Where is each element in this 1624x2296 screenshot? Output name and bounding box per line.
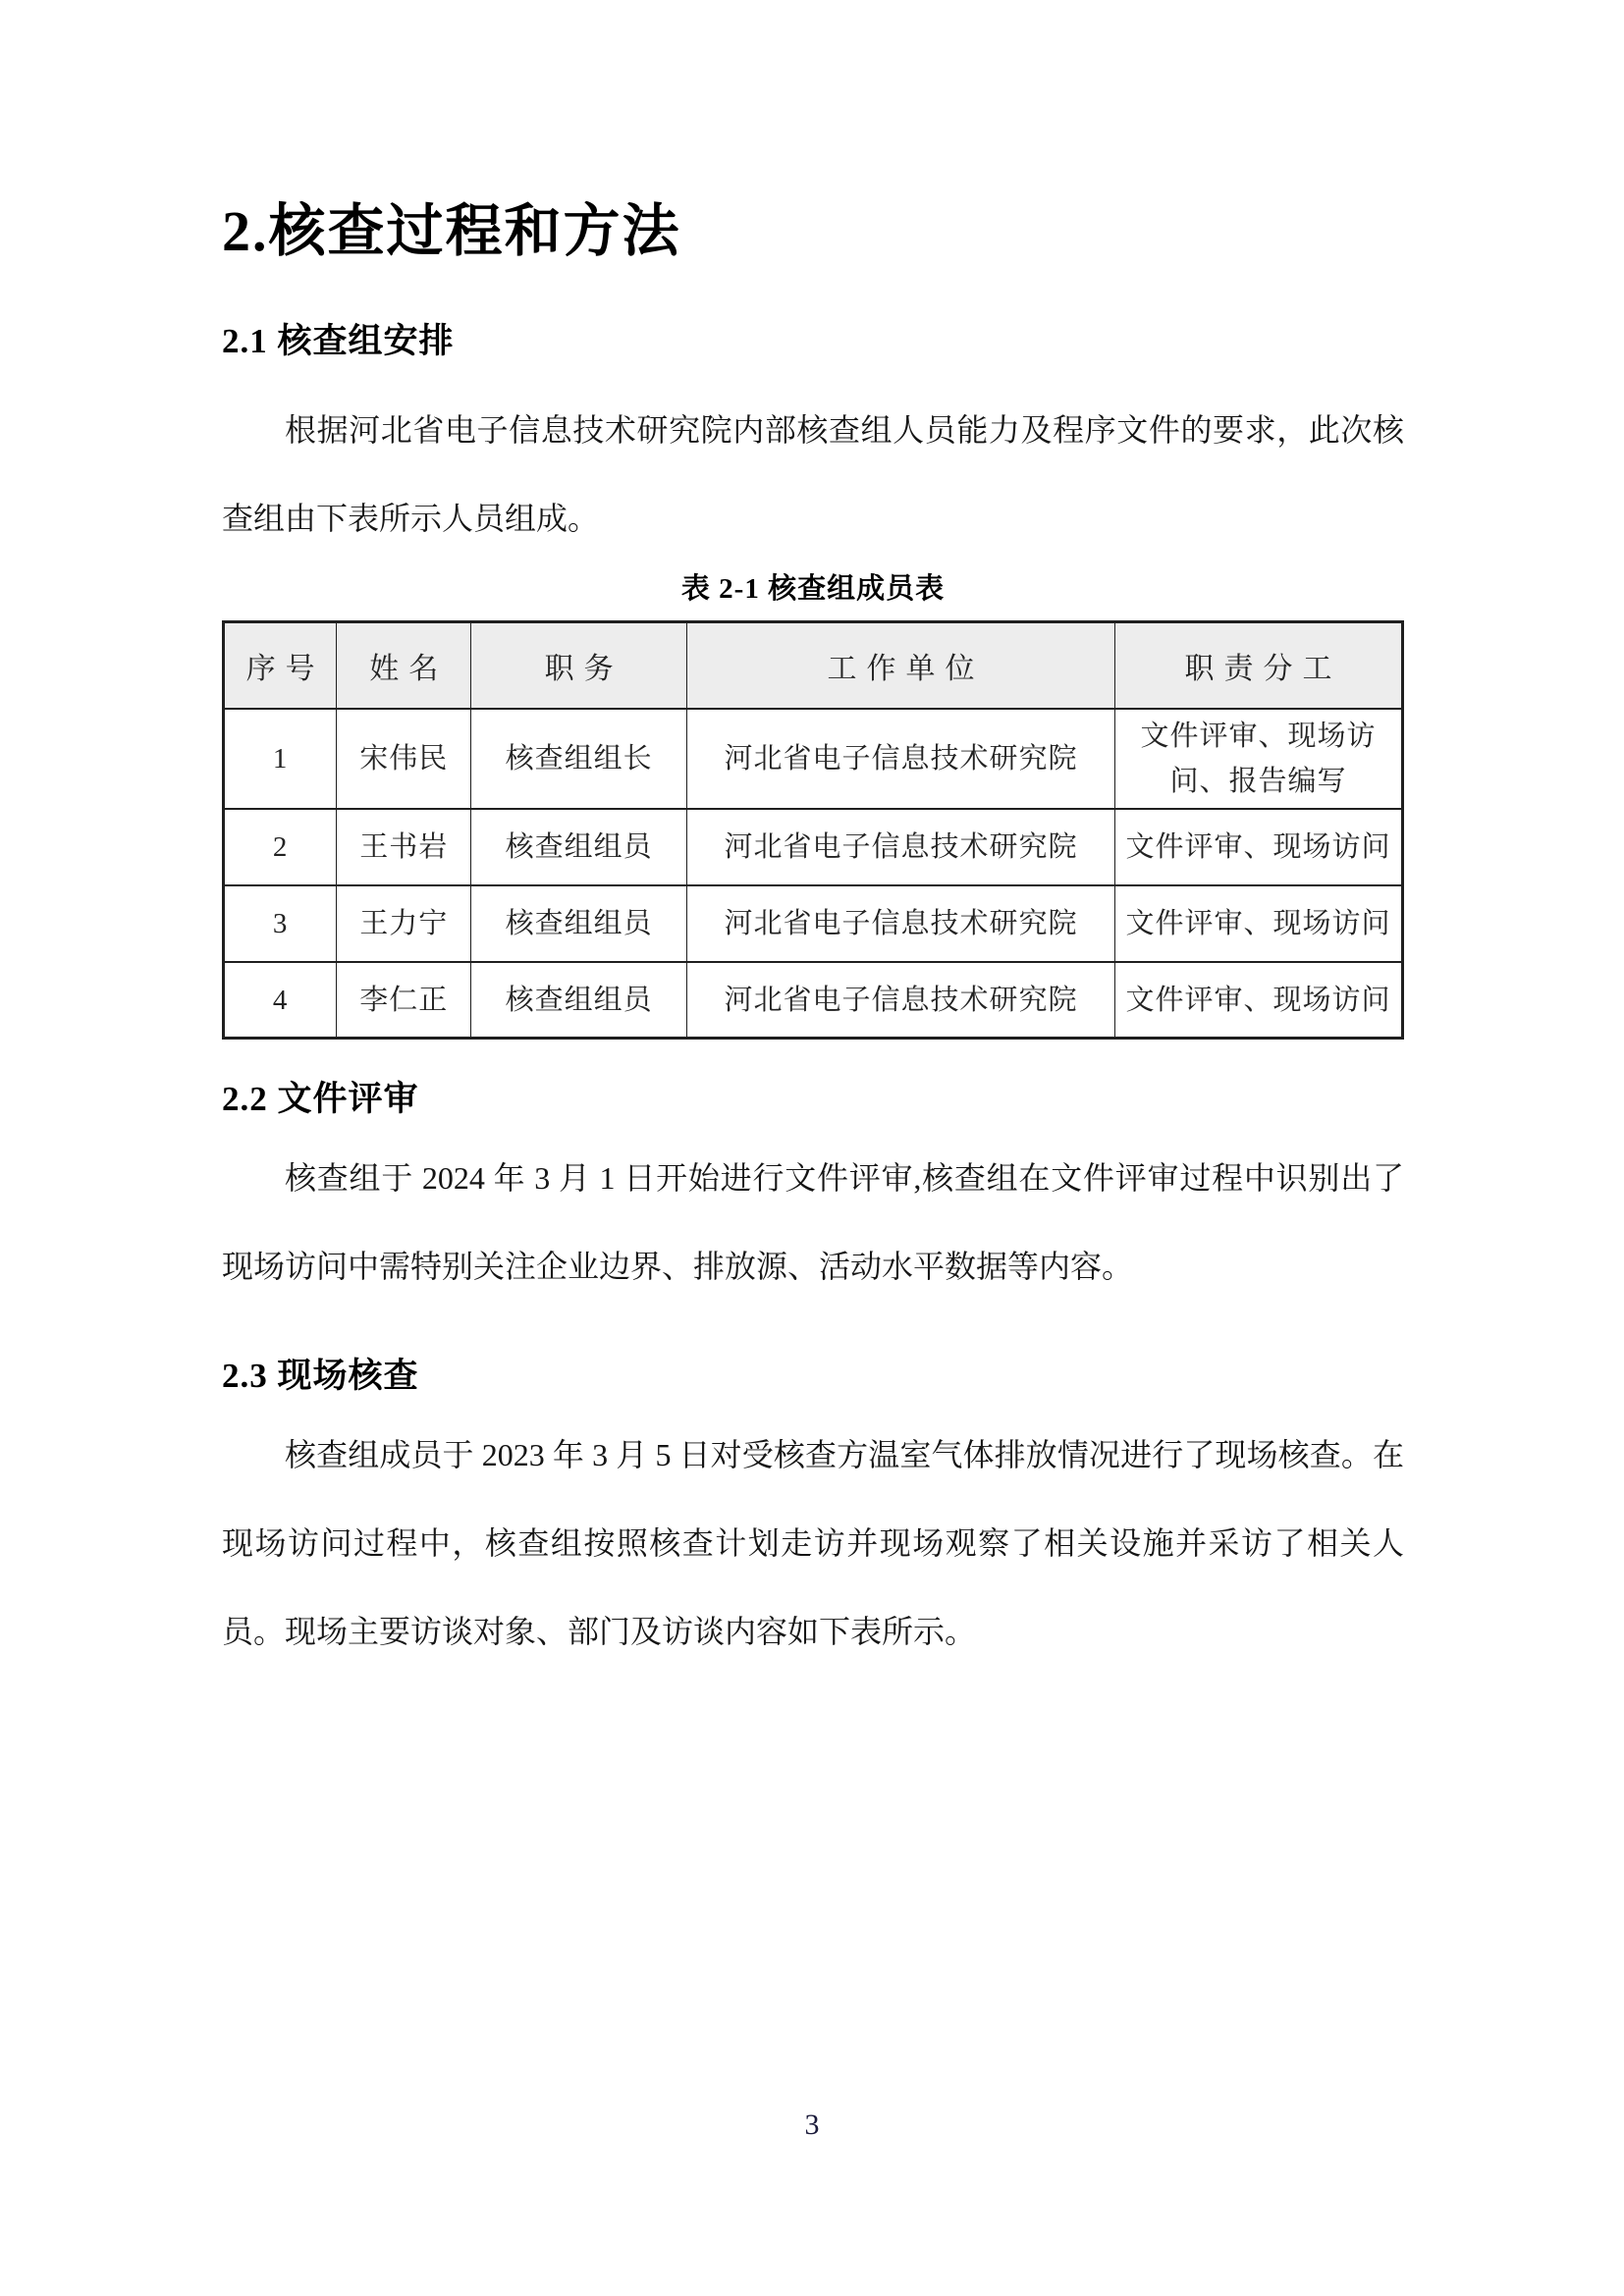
- section-paragraph-2-1: 根据河北省电子信息技术研究院内部核查组人员能力及程序文件的要求，此次核查组由下表所示人员组成。: [222, 412, 1404, 537]
- column-header-name: 姓名: [337, 621, 471, 709]
- cell-org: 河北省电子信息技术研究院: [686, 885, 1114, 962]
- section-heading-2-1: 2.1 核查组安排: [222, 322, 455, 361]
- table-header-row: [224, 621, 1403, 709]
- table-caption: 表 2-1 核查组成员表: [680, 573, 946, 606]
- cell-index: 2: [224, 809, 337, 885]
- section-paragraph-2-2: 核查组于 2024 年 3 月 1 日开始进行文件评审,核查组在文件评审过程中识别出了现场访问中需特别关注企业边界、排放源、活动水平数据等内容。: [222, 1160, 1404, 1285]
- column-header-duty: 职责分工: [1114, 621, 1402, 709]
- cell-index: 3: [224, 885, 337, 962]
- section-paragraph-2-3: 核查组成员于 2023 年 3 月 5 日对受核查方温室气体排放情况进行了现场核查。在现场访问过程中，核查组按照核查计划走访并现场观察了相关设施并采访了相关人员。现场主要访谈对象、部门及访谈内容如下表所示。: [222, 1437, 1404, 1650]
- cell-name: 李仁正: [337, 962, 471, 1039]
- cell-name: 宋伟民: [337, 709, 471, 809]
- cell-org: 河北省电子信息技术研究院: [686, 962, 1114, 1039]
- cell-name: 王书岩: [337, 809, 471, 885]
- table-row: [224, 885, 1403, 962]
- section-heading-2-3: 2.3 现场核查: [222, 1357, 419, 1396]
- section-heading-2-2: 2.2 文件评审: [222, 1080, 419, 1119]
- cell-role: 核查组组长: [471, 709, 687, 809]
- table-row: [224, 809, 1403, 885]
- cell-org: 河北省电子信息技术研究院: [686, 809, 1114, 885]
- column-header-role: 职务: [471, 621, 687, 709]
- column-header-org: 工作单位: [686, 621, 1114, 709]
- cell-duty: 文件评审、现场访问: [1114, 809, 1402, 885]
- cell-name: 王力宁: [337, 885, 471, 962]
- cell-role: 核查组组员: [471, 962, 687, 1039]
- column-header-index: 序号: [224, 621, 337, 709]
- cell-index: 4: [224, 962, 337, 1039]
- page-number: 3: [804, 2109, 820, 2141]
- cell-org: 河北省电子信息技术研究院: [686, 709, 1114, 809]
- cell-duty: 文件评审、现场访问: [1114, 885, 1402, 962]
- cell-duty: 文件评审、现场访问: [1114, 962, 1402, 1039]
- cell-index: 1: [224, 709, 337, 809]
- cell-role: 核查组组员: [471, 809, 687, 885]
- table-row: [224, 709, 1403, 809]
- cell-role: 核查组组员: [471, 885, 687, 962]
- chapter-title: 2.核查过程和方法: [222, 199, 681, 263]
- table-row: [224, 962, 1403, 1039]
- verification-team-table: [222, 620, 1404, 1041]
- cell-duty: 文件评审、现场访问、报告编写: [1114, 709, 1402, 809]
